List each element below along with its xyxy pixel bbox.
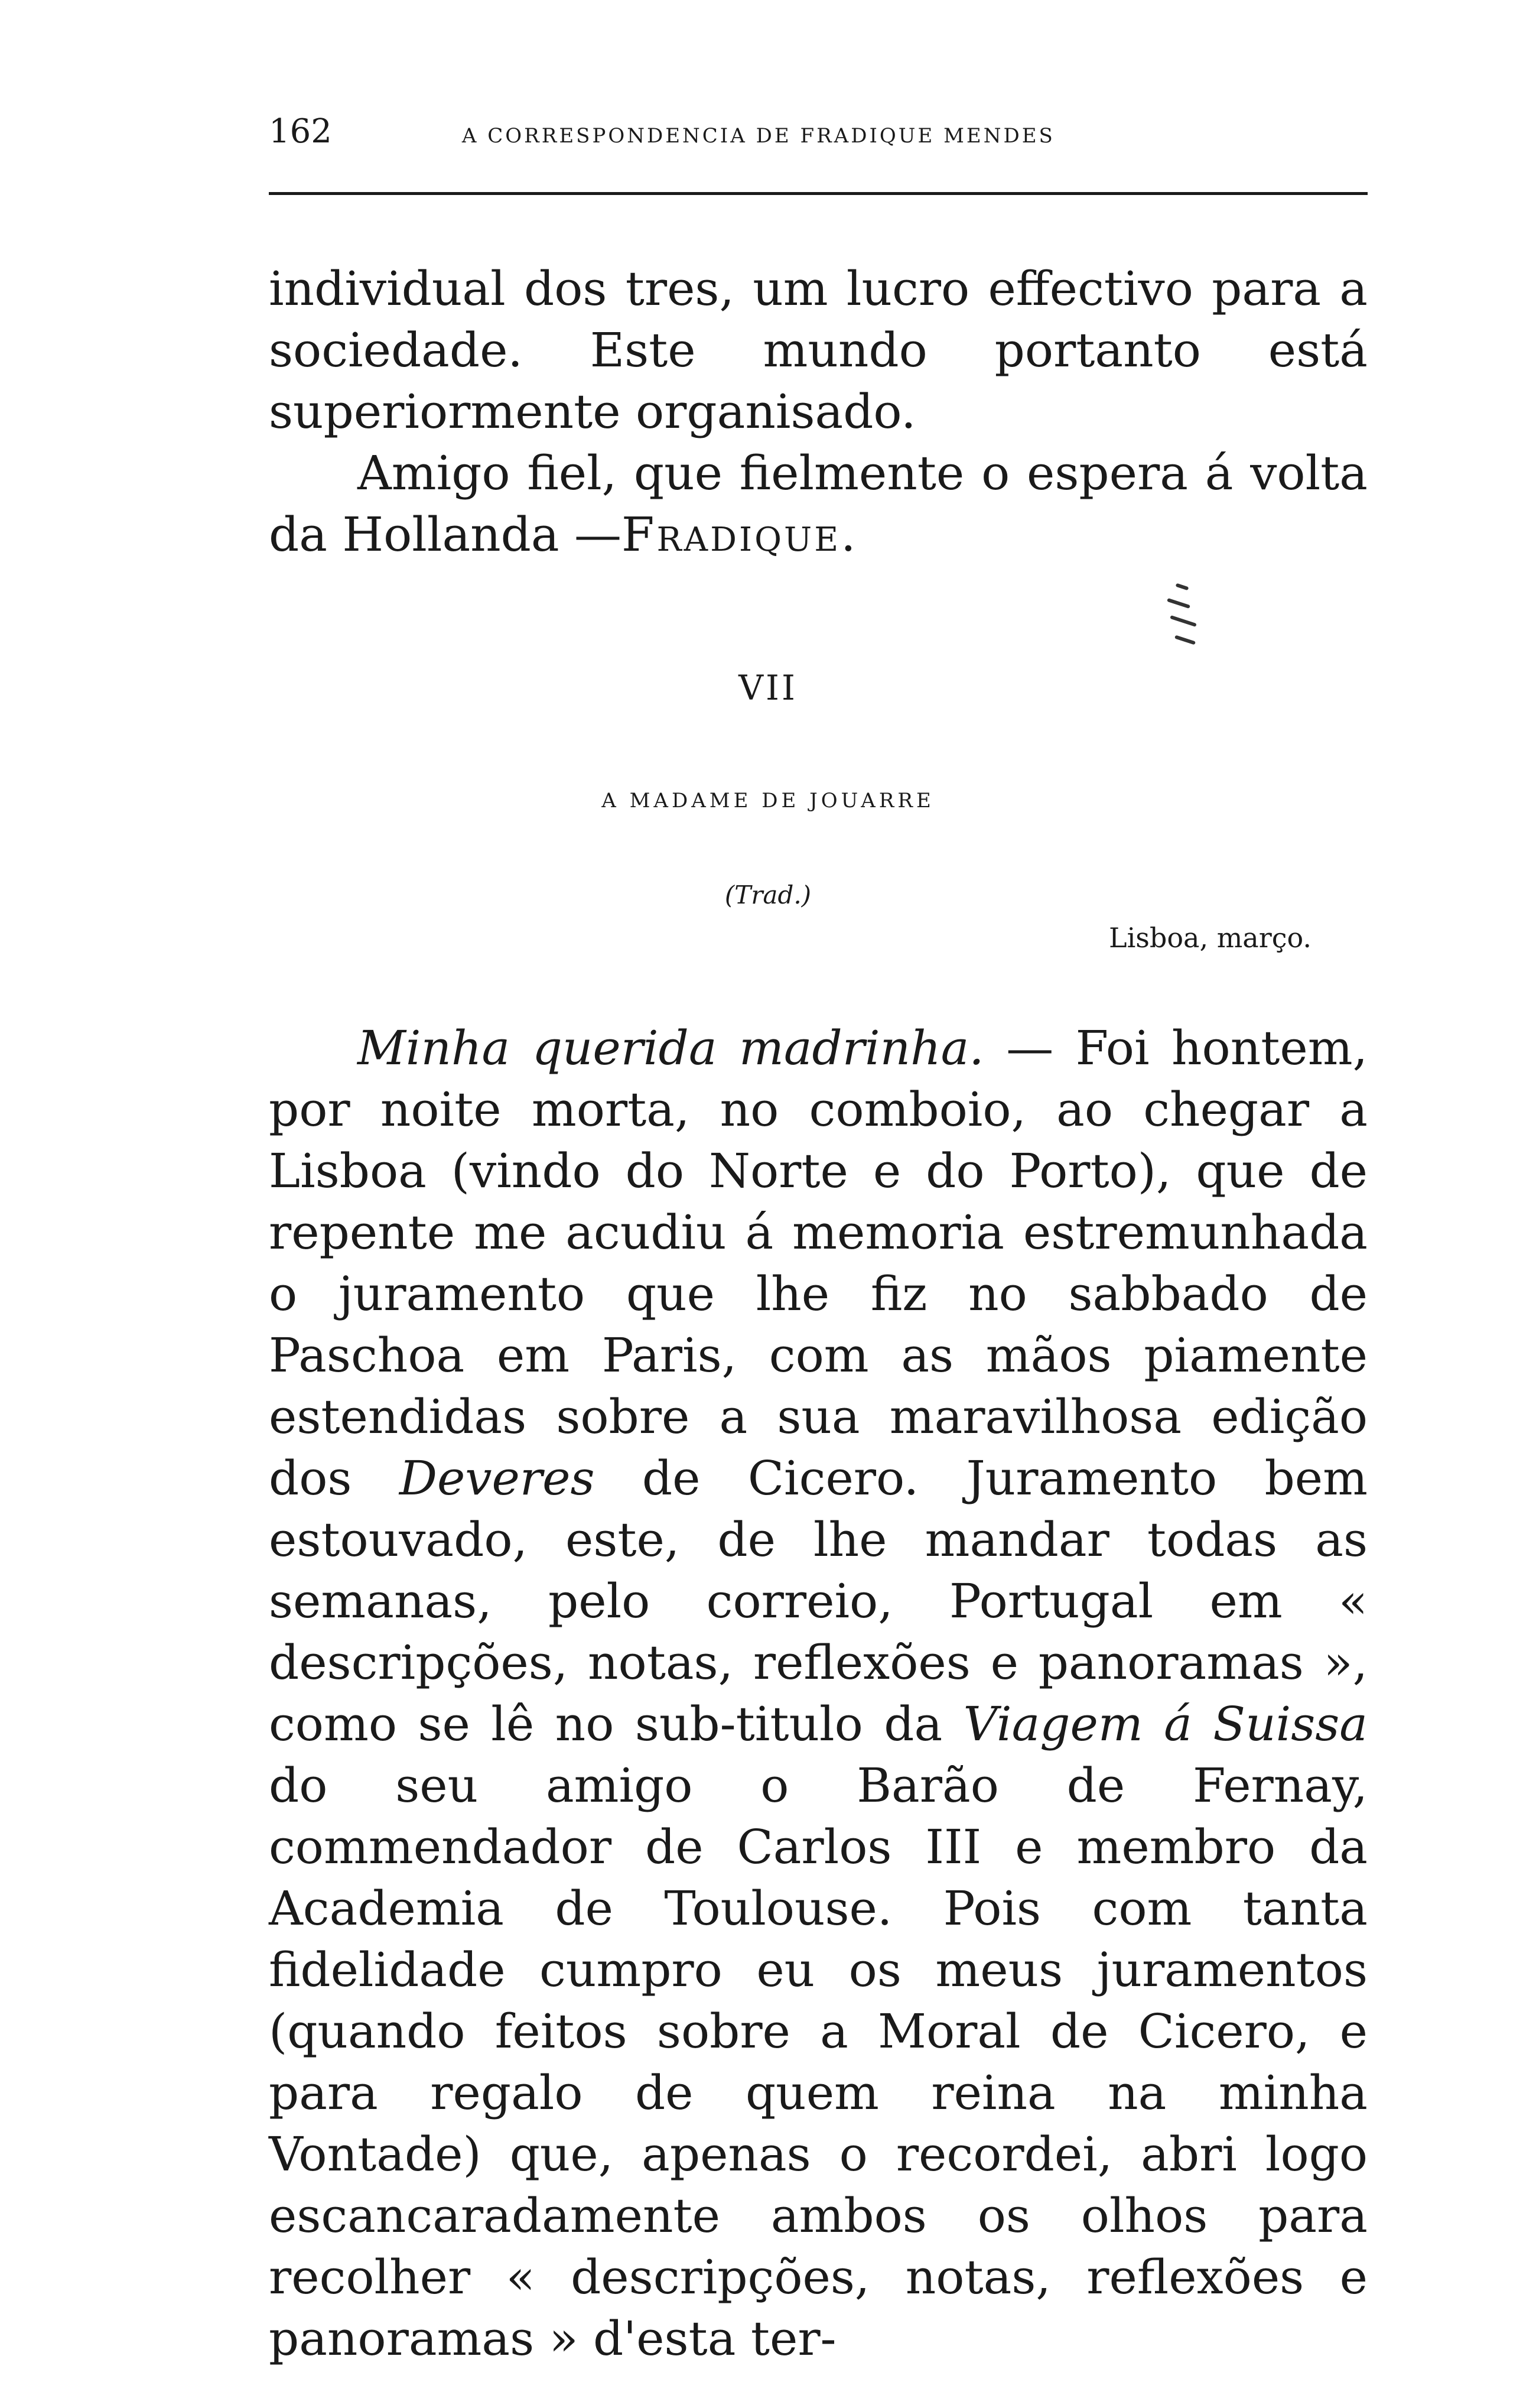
salutation: Minha querida madrinha.	[357, 1021, 984, 1075]
dateline: Lisboa, março.	[1109, 922, 1312, 954]
translation-note: (Trad.)	[724, 880, 812, 909]
continuation-paragraph: individual dos tres, um lucro effectivo para a sociedade. Este mundo portanto está superiormente organisado.	[269, 261, 1368, 439]
closing-paragraph	[269, 443, 1368, 566]
page-header	[269, 112, 1368, 160]
chapter-number: VII	[738, 668, 798, 708]
letter-text-3: do seu amigo o Barão de Fernay, commendador de Carlos III e membro da Academia de Toulouse. Pois com tanta fidelidade cumpro eu os meus juramentos (quando feitos sobre a Moral de Cicero, e para regalo de quem reina na minha Vontade) que, apenas o recordei, abri logo escancaradamente ambos os olhos para recolher « descripções, notas, reflexões e panoramas » d'esta ter-	[269, 1758, 1368, 2366]
header-rule	[269, 192, 1368, 195]
letter-paragraph	[269, 1018, 1368, 2370]
letter-addressee: A MADAME DE JOUARRE	[601, 789, 935, 813]
letter-text-1: — Foi hontem, por noite morta, no comboio, ao chegar a Lisboa (vindo do Norte e do Porto), que de repente me acudiu á memoria estremunhada o juramento que lhe fiz no sabbado de Paschoa em Paris, com as mãos piamente estendidas sobre a sua maravilhosa edição dos	[269, 1021, 1368, 1506]
book-title-viagem: Viagem á Suissa	[963, 1697, 1368, 1751]
letter-body	[269, 1018, 1368, 2370]
closing-text: Amigo fiel, que fielmente o espera á volta da Hollanda —	[269, 446, 1368, 562]
letter-text-2: de Cicero. Juramento bem estouvado, este, de lhe mandar todas as semanas, pelo correio, Portugal em « descripções, notas, reflexões e panoramas », como se lê no sub-titulo da	[269, 1451, 1368, 1751]
running-head: A CORRESPONDENCIA DE FRADIQUE MENDES	[461, 124, 1055, 148]
previous-letter-ending	[269, 258, 1368, 566]
signature: Fradique.	[621, 507, 858, 562]
book-title-deveres: Deveres	[399, 1451, 595, 1506]
ink-mark	[1164, 585, 1211, 662]
page-number: 162	[269, 112, 332, 151]
